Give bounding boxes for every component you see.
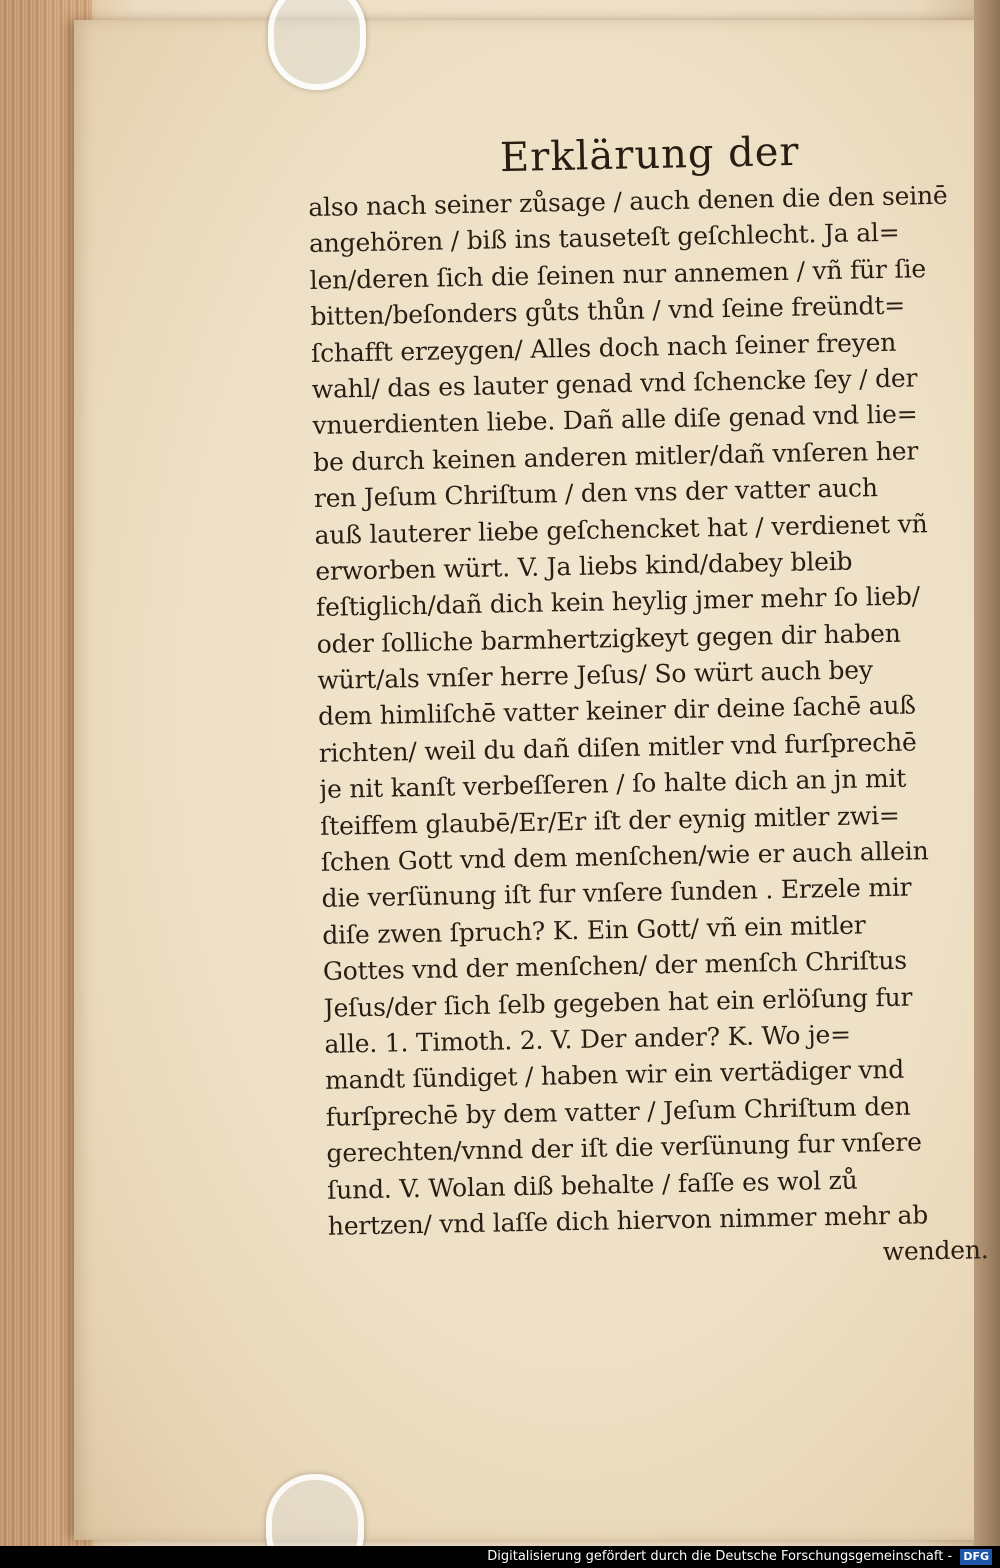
text-line: Gottes vnd der menſchen/ der menſch Chriſtus <box>322 945 908 987</box>
text-line: be durch keinen anderen mitler/dañ vnſeren her <box>312 436 919 477</box>
text-line: gerechten/vnnd der iſt die verſünung fur vnſere <box>326 1127 922 1168</box>
last-line: wenden. <box>882 1235 989 1267</box>
text-line: je nit kanſt verbeſſeren / ſo halte dich an jn mit <box>319 763 907 805</box>
text-line: bitten/beſonders gůts thůn / vnd ſeine freündt= <box>310 290 906 332</box>
text-line: len/deren ſich die ſeinen nur annemen / vñ für ſie <box>309 253 927 295</box>
text-line: ſund. V. Wolan diß behalte / faſſe es wol zů <box>326 1165 858 1205</box>
text-line: mandt ſündiget / haben wir ein vertädiger vnd <box>324 1055 905 1096</box>
text-line: also nach seiner zůsage / auch denen die den seinē <box>308 180 948 222</box>
text-line: richten/ weil du dañ diſen mitler vnd furſprechē <box>318 727 917 768</box>
text-line: alle. 1. Timoth. 2. V. Der ander? K. Wo je= <box>324 1019 852 1059</box>
text-line: diſe zwen ſpruch? K. Ein Gott/ vñ ein mitler <box>322 910 866 950</box>
text-line: feſtiglich/dañ dich kein heylig jmer mehr ſo lieb/ <box>315 581 921 623</box>
text-line: hertzen/ vnd laſſe dich hiervon nimmer mehr ab <box>327 1200 929 1241</box>
text-line: die verſünung iſt fur vnſere ſunden . Erzele mir <box>321 872 912 914</box>
text-line: erworben würt. V. Ja liebs kind/dabey bleib <box>315 546 853 586</box>
text-line: angehören / biß ins tauseteſt geſchlecht. Ja al= <box>308 218 900 259</box>
digitization-footer <box>0 1546 1000 1568</box>
text-line: ſteiffem glaubē/Er/Er iſt der eynig mitler zwi= <box>319 800 900 841</box>
text-line: vnuerdienten liebe. Dañ alle diſe genad vnd lie= <box>312 399 918 441</box>
text-line: auß lauterer liebe geſchencket hat / verdienet vñ <box>314 508 928 550</box>
text-line: ſchen Gott vnd dem menſchen/wie er auch allein <box>320 836 929 877</box>
text-line: ren Jeſum Chriſtum / den vns der vatter auch <box>313 473 878 514</box>
body-text <box>308 177 997 1281</box>
dfg-logo: DFG <box>960 1549 992 1565</box>
text-line: ſchafft erzeygen/ Alles doch nach ſeiner freyen <box>310 327 897 368</box>
text-line: wahl/ das es lauter genad vnd ſchencke ſey / der <box>311 363 918 404</box>
page-holder-clip-top <box>268 0 366 90</box>
footer-text: Digitalisierung gefördert durch die Deutsche Forschungsgemeinschaft - <box>487 1549 953 1564</box>
text-line: dem himliſchē vatter keiner dir deine ſachē auß <box>317 690 917 732</box>
text-line: Jeſus/der ſich ſelb gegeben hat ein erlöſung fur <box>323 982 913 1023</box>
running-header: Erklärung der <box>499 128 801 182</box>
text-line: oder ſolliche barmhertzigkeyt gegen dir haben <box>316 618 901 659</box>
text-line: furſprechē by dem vatter / Jeſum Chriſtum den <box>325 1091 911 1132</box>
text-line: würt/als vnſer herre Jeſus/ So würt auch bey <box>317 655 874 695</box>
